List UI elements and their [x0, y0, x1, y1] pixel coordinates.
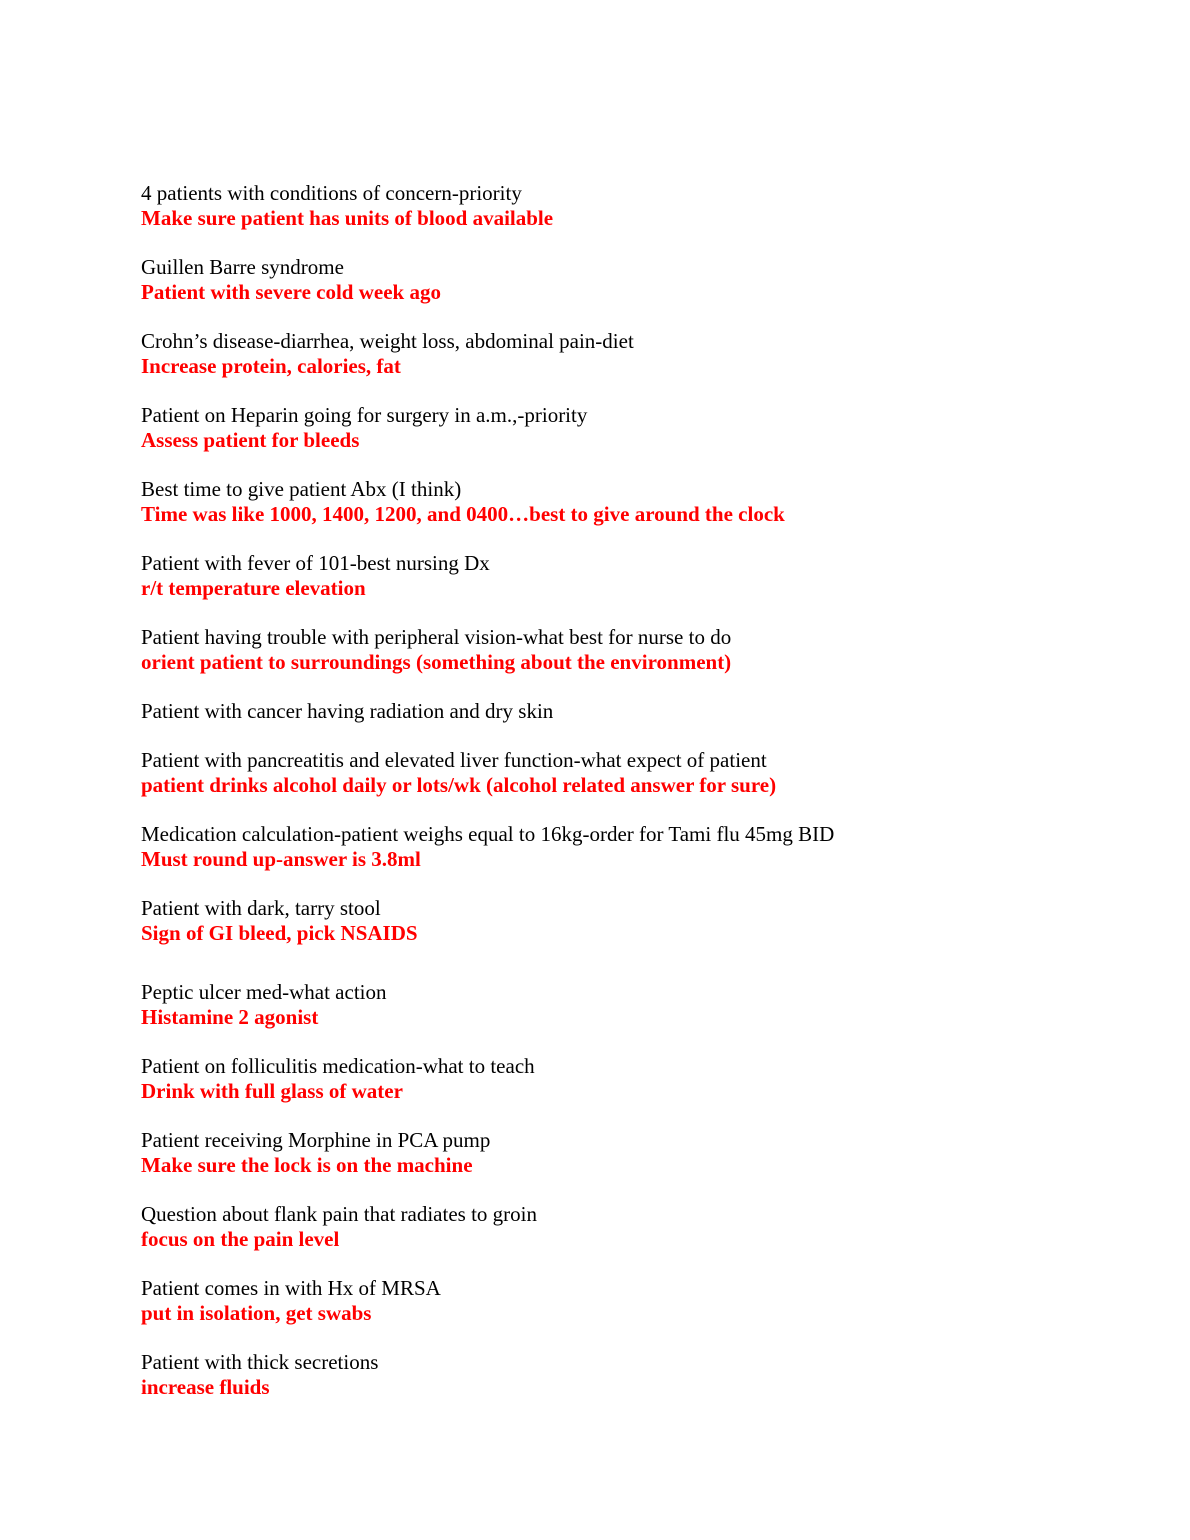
qa-question: Patient with fever of 101-best nursing Dx	[141, 551, 490, 575]
qa-question: Patient with cancer having radiation and dry skin	[141, 699, 554, 723]
qa-answer: put in isolation, get swabs	[141, 1301, 372, 1325]
qa-answer: Time was like 1000, 1400, 1200, and 0400…best to give around the clock	[141, 502, 785, 526]
qa-answer: focus on the pain level	[141, 1227, 340, 1251]
qa-question: Patient receiving Morphine in PCA pump	[141, 1128, 491, 1152]
qa-answer: Assess patient for bleeds	[141, 428, 360, 452]
qa-answer: increase fluids	[141, 1375, 270, 1399]
qa-question: Question about flank pain that radiates to groin	[141, 1202, 537, 1226]
qa-answer: orient patient to surroundings (something about the environment)	[141, 650, 732, 674]
qa-question: 4 patients with conditions of concern-priority	[141, 181, 522, 205]
qa-answer: patient drinks alcohol daily or lots/wk (alcohol related answer for sure)	[141, 773, 777, 797]
qa-pair	[141, 748, 1100, 798]
qa-pair	[141, 1202, 1100, 1252]
qa-answer: Make sure patient has units of blood available	[141, 206, 554, 230]
qa-pair	[141, 403, 1100, 453]
qa-pair	[141, 896, 1100, 946]
qa-pair	[141, 822, 1100, 872]
qa-pair	[141, 255, 1100, 305]
qa-pair	[141, 980, 1100, 1030]
qa-pair	[141, 1276, 1100, 1326]
qa-pair	[141, 1054, 1100, 1104]
qa-answer: Patient with severe cold week ago	[141, 280, 441, 304]
qa-question: Best time to give patient Abx (I think)	[141, 477, 462, 501]
qa-question: Medication calculation-patient weighs equal to 16kg-order for Tami flu 45mg BID	[141, 822, 835, 846]
qa-pair	[141, 329, 1100, 379]
qa-pair	[141, 625, 1100, 675]
qa-question: Patient on folliculitis medication-what to teach	[141, 1054, 535, 1078]
qa-answer: Drink with full glass of water	[141, 1079, 403, 1103]
qa-pair	[141, 181, 1100, 231]
qa-question: Patient with dark, tarry stool	[141, 896, 381, 920]
qa-answer: Sign of GI bleed, pick NSAIDS	[141, 921, 418, 945]
qa-question: Patient having trouble with peripheral vision-what best for nurse to do	[141, 625, 732, 649]
qa-question: Peptic ulcer med-what action	[141, 980, 387, 1004]
qa-answer: Make sure the lock is on the machine	[141, 1153, 473, 1177]
qa-question: Guillen Barre syndrome	[141, 255, 344, 279]
qa-question: Patient on Heparin going for surgery in a.m.,-priority	[141, 403, 588, 427]
qa-answer: Must round up-answer is 3.8ml	[141, 847, 421, 871]
qa-pair	[141, 1350, 1100, 1400]
qa-pair	[141, 1128, 1100, 1178]
qa-pair	[141, 477, 1100, 527]
qa-question: Crohn’s disease-diarrhea, weight loss, abdominal pain-diet	[141, 329, 634, 353]
qa-question: Patient comes in with Hx of MRSA	[141, 1276, 441, 1300]
qa-answer: Histamine 2 agonist	[141, 1005, 319, 1029]
qa-question: Patient with pancreatitis and elevated liver function-what expect of patient	[141, 748, 767, 772]
qa-question: Patient with thick secretions	[141, 1350, 379, 1374]
qa-answer: r/t temperature elevation	[141, 576, 366, 600]
qa-pair	[141, 699, 1100, 724]
qa-answer: Increase protein, calories, fat	[141, 354, 401, 378]
qa-pair	[141, 551, 1100, 601]
